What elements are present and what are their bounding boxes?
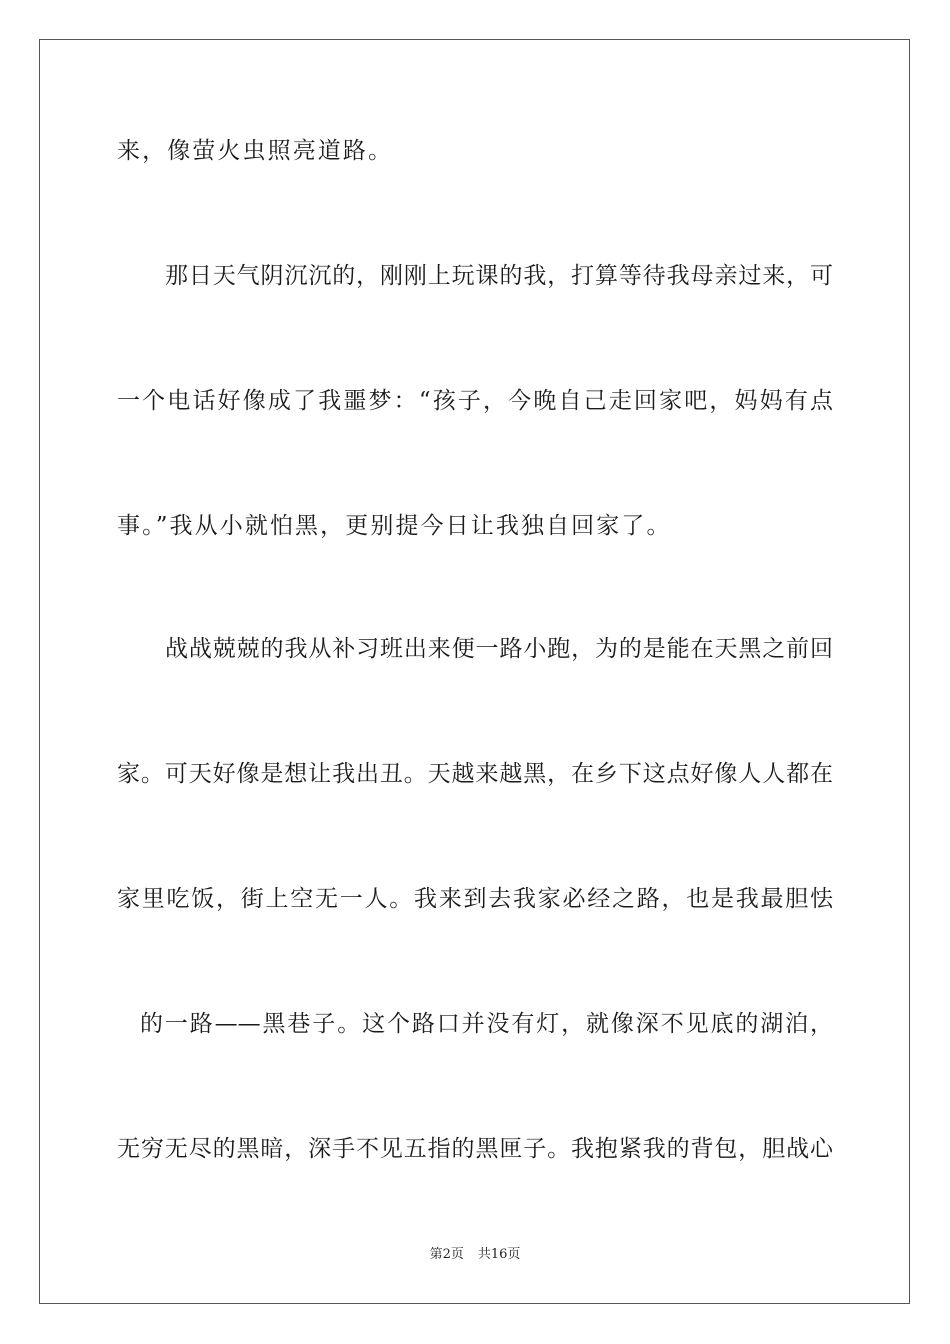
text-line-5: 战战兢兢的我从补习班出来便一路小跑，为的是能在天黑之前回 [165, 636, 833, 662]
text-line-2: 那日天气阴沉沉的，刚刚上玩课的我，打算等待我母亲过来，可 [165, 263, 833, 289]
text-line-1: 来，像萤火虫照亮道路。 [117, 138, 394, 164]
page-number: 第2页 [429, 1247, 464, 1262]
text-line-7: 家里吃饭，街上空无一人。我来到去我家必经之路，也是我最胆怯 [117, 886, 833, 912]
text-line-3: 一个电话好像成了我噩梦：“孩子，今晚自己走回家吧，妈妈有点 [117, 388, 833, 414]
text-line-8: 的一路——黑巷子。这个路口并没有灯，就像深不见底的湖泊， [140, 1011, 833, 1037]
text-line-4: 事。”我从小就怕黑，更别提今日让我独自回家了。 [117, 513, 672, 539]
page-total: 共16页 [477, 1247, 521, 1262]
page-border [39, 39, 910, 1304]
text-line-9: 无穷无尽的黑暗，深手不见五指的黑匣子。我抱紧我的背包，胆战心 [117, 1136, 833, 1162]
page-footer [0, 1246, 950, 1264]
text-line-6: 家。可天好像是想让我出丑。天越来越黑，在乡下这点好像人人都在 [117, 761, 833, 787]
